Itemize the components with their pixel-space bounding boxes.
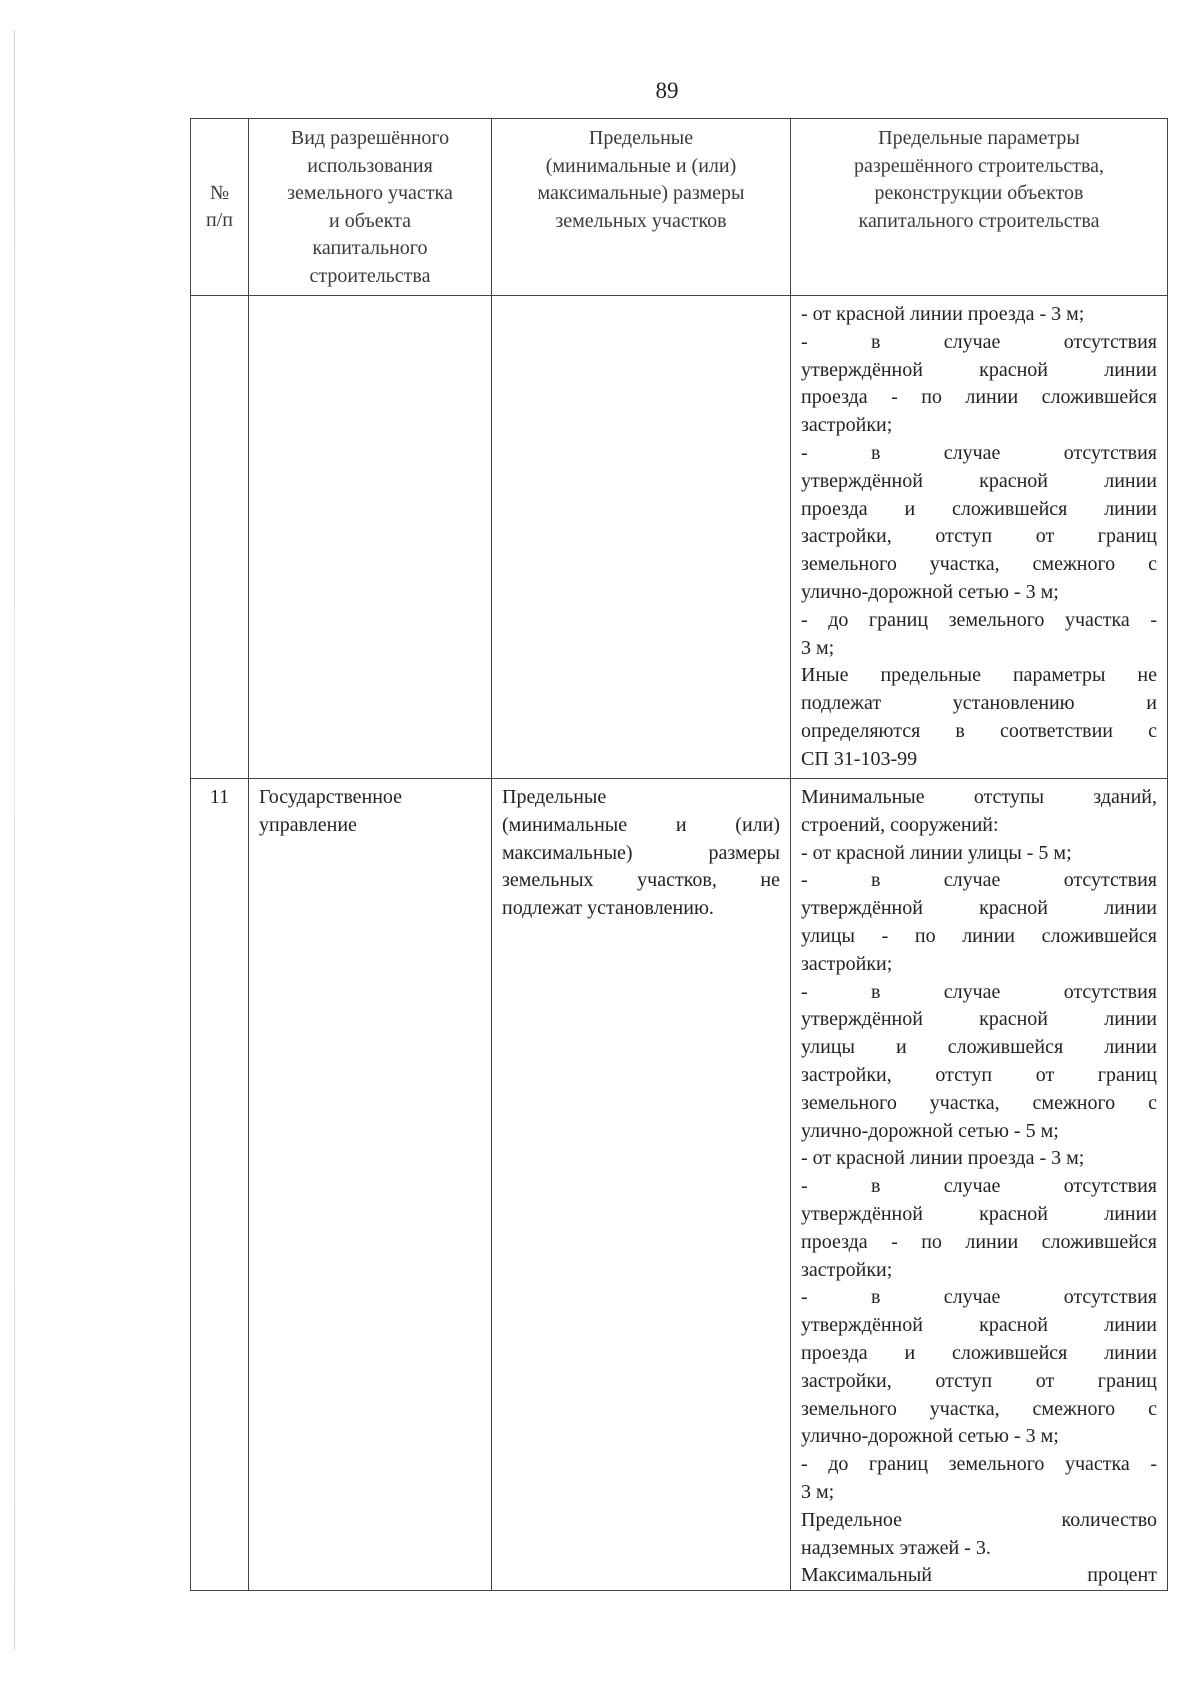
header-line: Предельные xyxy=(588,127,694,149)
text-line: улицы и сложившейся линии xyxy=(801,1036,1157,1059)
text-line: застройки; xyxy=(801,1258,893,1281)
text-line: строений, сооружений: xyxy=(801,813,999,836)
text-line: земельного участка, смежного с xyxy=(801,1397,1157,1420)
header-number xyxy=(191,119,249,296)
text-line: - до границ земельного участка - xyxy=(801,608,1157,631)
text-line: утверждённой красной линии xyxy=(801,469,1157,492)
text-line: улично-дорожной сетью - 3 м; xyxy=(801,580,1059,603)
text-line: Предельные xyxy=(502,786,607,808)
text-line: - в случае отсутствия xyxy=(801,980,1157,1003)
text-line: утверждённой красной линии xyxy=(801,358,1157,381)
text-line: проезда и сложившейся линии xyxy=(801,1341,1157,1364)
text-line: застройки, отступ от границ xyxy=(801,525,1157,548)
header-line: земельного участка xyxy=(287,182,453,204)
cell-number: 11 xyxy=(191,779,249,1591)
cell-construction-params xyxy=(791,779,1168,1591)
text-line: - в случае отсутствия xyxy=(801,441,1157,464)
cell-plot-sizes xyxy=(492,779,791,1591)
header-permitted-use xyxy=(249,119,492,296)
text-line: - в случае отсутствия xyxy=(801,1175,1157,1198)
text-line: управление xyxy=(259,813,357,836)
table-header-row xyxy=(191,119,1168,296)
header-plot-sizes xyxy=(492,119,791,296)
header-line: капитального xyxy=(312,237,428,259)
text-line: Иные предельные параметры не xyxy=(801,664,1157,687)
text-line: земельного участка, смежного с xyxy=(801,553,1157,576)
text-line: определяются в соответствии с xyxy=(801,719,1157,742)
cell-number xyxy=(191,296,249,779)
text-line: застройки; xyxy=(801,952,893,975)
page-number: 89 xyxy=(655,78,679,103)
text-line: (минимальные и (или) xyxy=(502,813,780,836)
text-line: - в случае отсутствия xyxy=(801,869,1157,892)
text-line: Максимальный процент xyxy=(801,1564,1157,1587)
text-line: надземных этажей - 3. xyxy=(801,1536,991,1559)
header-line: строительства xyxy=(309,264,431,287)
cell-permitted-use xyxy=(249,296,492,779)
cell-plot-sizes xyxy=(492,296,791,779)
text-line: утверждённой красной линии xyxy=(801,897,1157,920)
text-line: 3 м; xyxy=(801,1480,835,1503)
text-line: земельного участка, смежного с xyxy=(801,1091,1157,1114)
header-line: п/п xyxy=(206,209,233,231)
header-line: и объекта xyxy=(329,209,411,232)
text-line: максимальные) размеры xyxy=(502,841,780,864)
header-line: максимальные) размеры xyxy=(537,182,745,204)
header-line: реконструкции объектов xyxy=(874,182,1084,204)
text-line: Государственное xyxy=(259,786,403,808)
text-line: утверждённой красной линии xyxy=(801,1008,1157,1031)
text-line: Минимальные отступы зданий, xyxy=(801,786,1157,808)
table-row xyxy=(191,779,1168,1591)
header-line: земельных участков xyxy=(555,209,727,232)
text-line: - от красной линии улицы - 5 м; xyxy=(801,841,1072,864)
text-line: - до границ земельного участка - xyxy=(801,1453,1157,1476)
table-row xyxy=(191,296,1168,779)
header-line: разрешённого строительства, xyxy=(854,154,1104,177)
header-line: использования xyxy=(307,154,433,177)
cell-construction-params xyxy=(791,296,1168,779)
text-line: Предельное количество xyxy=(801,1508,1157,1531)
header-line: капитального строительства xyxy=(858,209,1100,232)
text-line: земельных участков, не xyxy=(502,869,780,892)
text-line: - в случае отсутствия xyxy=(801,330,1157,353)
text-line: застройки, отступ от границ xyxy=(801,1063,1157,1086)
header-construction-params xyxy=(791,119,1168,296)
text-line: 3 м; xyxy=(801,636,835,659)
text-line: - от красной линии проезда - 3 м; xyxy=(801,303,1085,325)
text-line: проезда - по линии сложившейся xyxy=(801,386,1157,409)
header-line: Вид разрешённого xyxy=(290,127,450,149)
text-line: СП 31-103-99 xyxy=(801,747,918,770)
text-line: застройки, отступ от границ xyxy=(801,1369,1157,1392)
header-line: (минимальные и (или) xyxy=(545,154,737,177)
text-line: подлежат установлению. xyxy=(502,897,714,920)
header-line: Предельные параметры xyxy=(878,127,1080,149)
text-line: проезда и сложившейся линии xyxy=(801,497,1157,520)
text-line: - от красной линии проезда - 3 м; xyxy=(801,1147,1085,1170)
text-line: подлежат установлению и xyxy=(801,692,1157,715)
text-line: утверждённой красной линии xyxy=(801,1202,1157,1225)
header-line: № xyxy=(209,181,230,204)
text-line: застройки; xyxy=(801,414,893,437)
text-line: утверждённой красной линии xyxy=(801,1314,1157,1337)
text-line: улично-дорожной сетью - 5 м; xyxy=(801,1119,1059,1142)
text-line: проезда - по линии сложившейся xyxy=(801,1230,1157,1253)
zoning-parameters-table xyxy=(190,118,1168,1591)
scan-edge-line xyxy=(14,30,15,1650)
cell-permitted-use xyxy=(249,779,492,1591)
text-line: - в случае отсутствия xyxy=(801,1286,1157,1309)
text-line: улично-дорожной сетью - 3 м; xyxy=(801,1425,1059,1448)
text-line: улицы - по линии сложившейся xyxy=(801,924,1157,947)
